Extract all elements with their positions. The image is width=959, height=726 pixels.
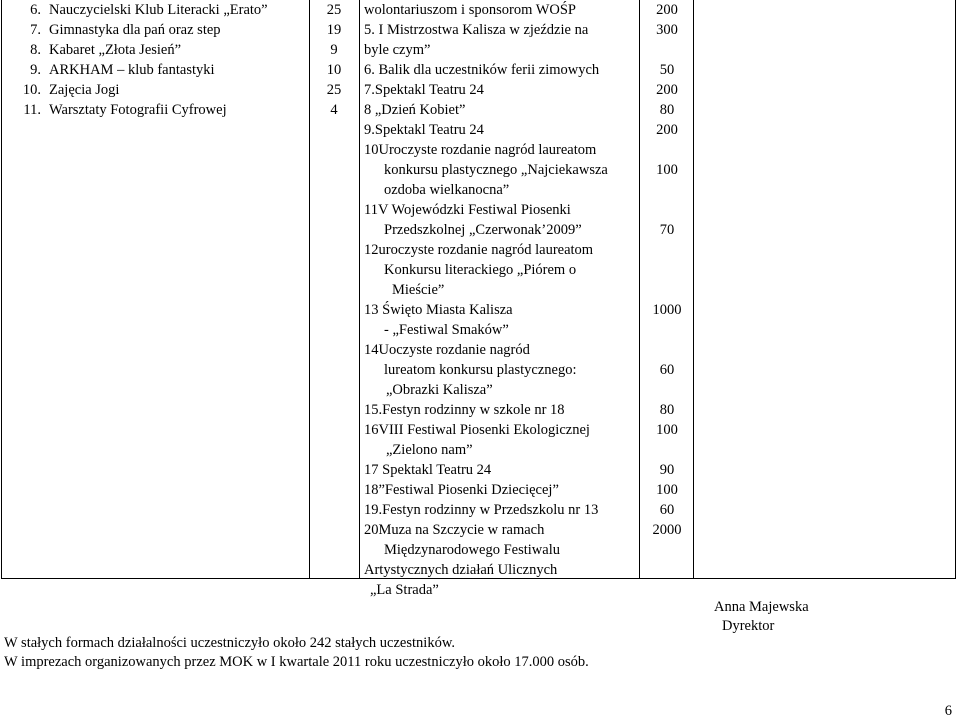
club-count: 19 xyxy=(326,22,342,38)
participant-count: 50 xyxy=(659,62,675,78)
club-name: Kabaret „Złota Jesień” xyxy=(49,42,182,58)
event-line: 6. Balik dla uczestników ferii zimowych xyxy=(364,62,600,78)
event-line: Przedszkolnej „Czerwonak’2009” xyxy=(384,222,582,238)
participant-count xyxy=(642,440,692,460)
club-name: Nauczycielski Klub Literacki „Erato” xyxy=(49,2,268,18)
participant-count xyxy=(642,140,692,160)
club-number: 10. xyxy=(22,82,41,98)
event-line: „Zielono nam” xyxy=(386,442,473,458)
participant-count: 100 xyxy=(656,422,678,438)
participant-count xyxy=(642,260,692,280)
event-line: byle czym” xyxy=(364,42,431,58)
participant-count xyxy=(642,540,692,560)
event-line: 5. I Mistrzostwa Kalisza w zjeździe na xyxy=(364,22,589,38)
event-line: 18”Festiwal Piosenki Dziecięcej” xyxy=(364,482,559,498)
club-number: 7. xyxy=(30,22,41,38)
participant-count xyxy=(642,320,692,340)
event-line: Mieście” xyxy=(392,282,445,298)
event-line: 20Muza na Szczycie w ramach xyxy=(364,522,545,538)
participant-count xyxy=(642,340,692,360)
club-count: 10 xyxy=(326,62,342,78)
participant-count xyxy=(642,200,692,220)
participant-count: 70 xyxy=(659,222,675,238)
event-line: ozdoba wielkanocna” xyxy=(384,182,510,198)
event-line: 12uroczyste rozdanie nagród laureatom xyxy=(364,242,594,258)
summary-line-2: W imprezach organizowanych przez MOK w I kwartale 2011 roku uczestniczyło około 17.000 osób. xyxy=(4,654,589,670)
participant-count xyxy=(642,40,692,60)
event-line: Konkursu literackiego „Piórem o xyxy=(384,262,577,278)
event-line: „La Strada” xyxy=(370,582,439,598)
participant-count: 80 xyxy=(659,102,675,118)
event-line: konkursu plastycznego „Najciekawsza xyxy=(384,162,608,178)
event-line: 11V Wojewódzki Festiwal Piosenki xyxy=(364,202,571,218)
summary-line-1: W stałych formach działalności uczestniczyło około 242 stałych uczestników. xyxy=(4,635,455,651)
participant-count: 60 xyxy=(659,502,675,518)
participant-count: 200 xyxy=(656,82,678,98)
event-line: 13 Święto Miasta Kalisza xyxy=(364,302,513,318)
club-count: 25 xyxy=(326,2,342,18)
participant-count: 100 xyxy=(656,162,678,178)
participant-count xyxy=(642,280,692,300)
column-divider xyxy=(359,0,360,578)
signature-name: Anna Majewska xyxy=(714,599,809,615)
club-name: Warsztaty Fotografii Cyfrowej xyxy=(49,102,227,118)
club-row xyxy=(2,0,307,20)
club-row xyxy=(2,40,307,60)
participant-count xyxy=(642,560,692,580)
club-number: 6. xyxy=(30,2,41,18)
club-number: 11. xyxy=(23,102,41,118)
club-count: 4 xyxy=(330,102,338,118)
club-name: Gimnastyka dla pań oraz step xyxy=(49,22,221,38)
club-counts-column xyxy=(309,0,359,120)
event-line: - „Festiwal Smaków” xyxy=(384,322,509,338)
club-number: 8. xyxy=(30,42,41,58)
event-line: Artystycznych działań Ulicznych xyxy=(364,562,558,578)
event-line: Międzynarodowego Festiwalu xyxy=(384,542,560,558)
event-line: 14Uoczyste rozdanie nagród xyxy=(364,342,530,358)
club-name: Zajęcia Jogi xyxy=(49,82,120,98)
participant-count: 300 xyxy=(656,22,678,38)
participant-count: 80 xyxy=(659,402,675,418)
report-table xyxy=(1,0,956,598)
events-column xyxy=(364,0,639,600)
event-line: lureatom konkursu plastycznego: xyxy=(384,362,577,378)
participants-column xyxy=(642,0,692,600)
club-name: ARKHAM – klub fantastyki xyxy=(49,62,215,78)
participant-count: 60 xyxy=(659,362,675,378)
event-line: 19.Festyn rodzinny w Przedszkolu nr 13 xyxy=(364,502,599,518)
club-row xyxy=(2,60,307,80)
participant-count xyxy=(642,580,692,600)
page-number: 6 xyxy=(944,703,952,719)
signature-title: Dyrektor xyxy=(722,618,775,634)
participant-count: 2000 xyxy=(652,522,682,538)
club-row xyxy=(2,100,307,120)
column-divider xyxy=(639,0,640,578)
club-count: 9 xyxy=(330,42,338,58)
club-row xyxy=(2,20,307,40)
event-line: 8 „Dzień Kobiet” xyxy=(364,102,466,118)
participant-count xyxy=(642,380,692,400)
club-count: 25 xyxy=(326,82,342,98)
event-line: wolontariuszom i sponsorom WOŚP xyxy=(364,2,576,18)
participant-count: 200 xyxy=(656,122,678,138)
participant-count: 1000 xyxy=(652,302,682,318)
participant-count: 100 xyxy=(656,482,678,498)
event-line: 17 Spektakl Teatru 24 xyxy=(364,462,492,478)
event-line: 7.Spektakl Teatru 24 xyxy=(364,82,484,98)
club-row xyxy=(2,80,307,100)
participant-count xyxy=(642,240,692,260)
column-divider xyxy=(693,0,694,578)
participant-count: 200 xyxy=(656,2,678,18)
event-line: 10Uroczyste rozdanie nagród laureatom xyxy=(364,142,597,158)
participant-count: 90 xyxy=(659,462,675,478)
event-line: 15.Festyn rodzinny w szkole nr 18 xyxy=(364,402,565,418)
event-line: 16VIII Festiwal Piosenki Ekologicznej xyxy=(364,422,590,438)
clubs-column xyxy=(2,0,307,120)
club-number: 9. xyxy=(30,62,41,78)
event-line: „Obrazki Kalisza” xyxy=(386,382,493,398)
event-line: 9.Spektakl Teatru 24 xyxy=(364,122,484,138)
participant-count xyxy=(642,180,692,200)
